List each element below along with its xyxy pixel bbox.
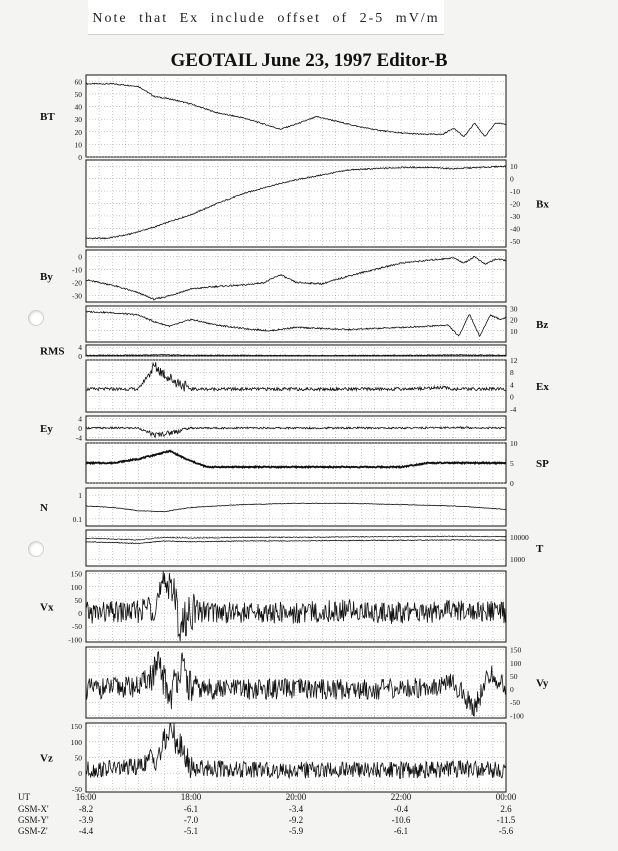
y-tick-label-bx: -30: [510, 211, 520, 221]
y-tick-label-bz: 20: [510, 315, 518, 325]
y-tick-label-bx: -20: [510, 199, 520, 209]
orbit-row-value: -5.9: [288, 826, 304, 836]
y-tick-label-sp: 10: [510, 439, 518, 448]
y-tick-label-t: 1000: [510, 555, 525, 565]
panel-label-rms: RMS: [40, 345, 65, 358]
y-tick-label-vx: 50: [74, 595, 82, 605]
y-tick-label-bt: 30: [74, 115, 82, 125]
y-tick-label-ex: -4: [510, 404, 517, 414]
y-tick-label-t: 10000: [510, 532, 529, 542]
y-tick-label-bt: 0: [78, 153, 82, 162]
y-tick-label-bt: 50: [74, 89, 82, 99]
panel-label-sp: SP: [536, 458, 549, 470]
orbit-row-value: -6.1: [393, 826, 409, 836]
x-tick-label: 00:00: [495, 792, 517, 802]
orbit-row-label: GSM-X': [18, 804, 49, 814]
y-tick-label-vy: 100: [510, 658, 522, 668]
y-tick-label-bz: 10: [510, 326, 518, 336]
y-tick-label-vy: 150: [510, 645, 522, 655]
y-tick-label-vz: 100: [70, 737, 82, 747]
orbit-row-value: -8.2: [78, 804, 94, 814]
y-tick-label-sp: 0: [510, 479, 514, 488]
y-tick-label-vy: -50: [510, 698, 520, 708]
y-tick-label-bt: 60: [74, 77, 82, 87]
panel-label-t: T: [536, 543, 544, 555]
orbit-row-value: -3.4: [288, 804, 304, 814]
panel-label-n: N: [40, 502, 48, 514]
y-tick-label-rms: 4: [78, 343, 82, 353]
y-tick-label-vx: 100: [70, 582, 82, 592]
orbit-row-value: -6.1: [183, 804, 199, 814]
y-tick-label-bx: -50: [510, 236, 520, 246]
y-tick-label-vz: 0: [78, 769, 82, 779]
chart-title: GEOTAIL June 23, 1997 Editor-B: [170, 50, 448, 71]
y-tick-label-bx: 0: [510, 174, 514, 184]
x-tick-label: 22:00: [390, 792, 412, 802]
panel-label-bx: Bx: [536, 198, 549, 211]
orbit-row-value: -5.6: [498, 826, 514, 836]
y-tick-label-ex: 0: [510, 392, 514, 402]
orbit-row-value: 2.6: [500, 804, 512, 814]
orbit-row-label: GSM-Z': [18, 826, 48, 836]
y-tick-label-bx: -10: [510, 187, 520, 197]
y-tick-label-vx: -100: [68, 635, 82, 645]
panel-label-bz: Bz: [536, 319, 549, 331]
y-tick-label-n: 1: [78, 491, 82, 501]
panel-label-vz: Vz: [40, 752, 53, 765]
y-tick-label-bt: 40: [74, 102, 82, 112]
y-tick-label-vz: -50: [72, 784, 82, 794]
panel-label-ey: Ey: [40, 423, 53, 435]
orbit-row-value: -4.4: [78, 826, 94, 836]
orbit-row-value: -5.1: [183, 826, 199, 836]
panel-label-by: By: [40, 271, 53, 283]
y-tick-label-vx: 150: [70, 569, 82, 579]
orbit-row-value: -9.2: [288, 815, 304, 825]
y-tick-label-ey: -4: [75, 433, 82, 443]
y-tick-label-bt: 20: [74, 127, 82, 137]
y-tick-label-bz: 30: [510, 304, 518, 314]
panel-label-vx: Vx: [40, 601, 54, 614]
y-tick-label-vx: 0: [78, 609, 82, 619]
y-tick-label-by: -10: [72, 265, 82, 275]
panel-label-bt: BT: [40, 111, 55, 123]
offset-note: Note that Ex include offset of 2-5 mV/m: [88, 0, 444, 35]
orbit-row-value: -3.9: [78, 815, 94, 825]
y-tick-label-sp: 5: [510, 459, 514, 468]
x-axis-label: UT: [18, 792, 30, 802]
y-tick-label-vy: 50: [510, 671, 518, 681]
orbit-row-value: -7.0: [183, 815, 199, 825]
y-tick-label-ey: 4: [78, 414, 82, 424]
x-tick-label: 18:00: [180, 792, 202, 802]
y-tick-label-rms: 0: [78, 352, 82, 361]
y-tick-label-bt: 10: [74, 140, 82, 150]
orbit-row-value: -11.5: [496, 815, 516, 825]
y-tick-label-ey: 0: [78, 424, 82, 433]
y-tick-label-by: 0: [78, 252, 82, 262]
orbit-row-label: GSM-Y': [18, 815, 49, 825]
y-tick-label-ex: 12: [510, 356, 518, 365]
y-tick-label-vy: -100: [510, 711, 524, 721]
x-tick-label: 16:00: [75, 792, 97, 802]
orbit-row-value: -10.6: [391, 815, 411, 825]
panel-label-vy: Vy: [536, 677, 549, 690]
y-tick-label-vy: 0: [510, 685, 514, 695]
y-tick-label-vz: 150: [70, 722, 82, 732]
y-tick-label-n: 0.1: [72, 514, 82, 524]
y-tick-label-vz: 50: [74, 753, 82, 763]
y-tick-label-ex: 4: [510, 380, 514, 390]
y-tick-label-vx: -50: [72, 622, 82, 632]
y-tick-label-bx: 10: [510, 162, 518, 172]
x-tick-label: 20:00: [285, 792, 307, 802]
y-tick-label-bx: -40: [510, 224, 520, 234]
y-tick-label-ex: 8: [510, 368, 514, 378]
orbit-row-value: -0.4: [393, 804, 409, 814]
y-tick-label-by: -30: [72, 291, 82, 301]
panel-label-ex: Ex: [536, 381, 549, 393]
y-tick-label-by: -20: [72, 278, 82, 288]
